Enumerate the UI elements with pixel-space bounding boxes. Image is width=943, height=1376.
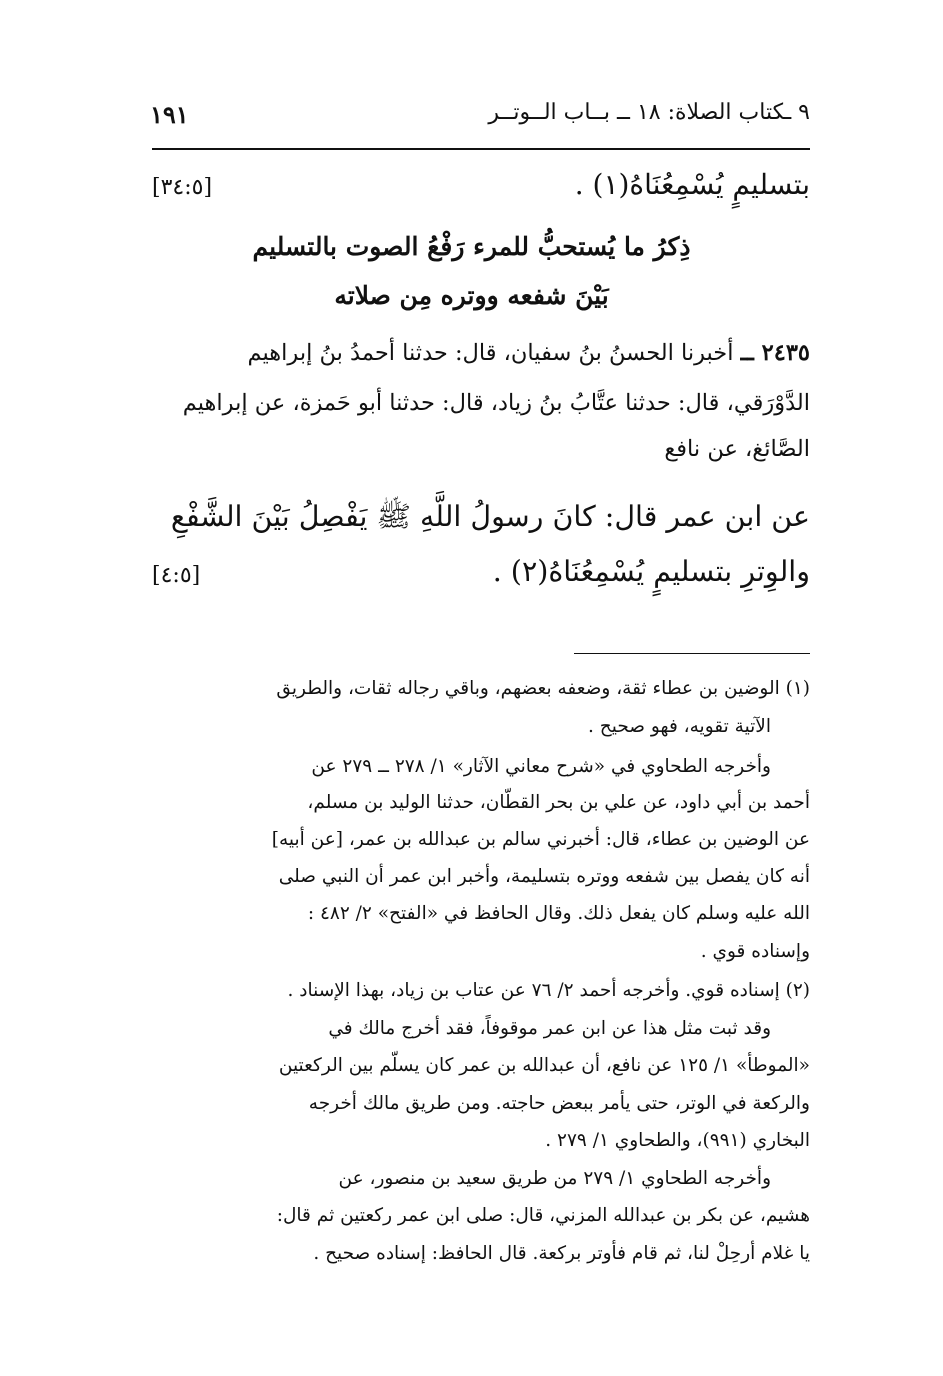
chapter-heading-line-1: ذِكرُ ما يُستحبُّ للمرء رَفْعُ الصوت بالتسليم xyxy=(252,232,691,261)
hadith-matn-line: والوِترِ بتسليمٍ يُسْمِعُنَاهُ(٢) . xyxy=(492,555,810,588)
footnote-line: وأخرجه الطحاوي في «شرح معاني الآثار» ١/ ٢٧٨ ــ ٢٧٩ عن xyxy=(311,756,771,777)
page-number: ١٩١ xyxy=(150,100,189,129)
hadith-number: ٢٤٣٥ ــ xyxy=(740,340,810,366)
continuation-text: بتسليمٍ يُسْمِعُنَاهُ(١) . xyxy=(574,168,810,201)
hadith-isnad-line xyxy=(248,340,810,366)
footnote-line: والركعة في الوتر، حتى يأمر ببعض حاجته. ومن طريق مالك أخرجه xyxy=(308,1093,810,1114)
hadith-reference: [٤:٥] xyxy=(152,563,201,588)
chapter-heading-line-2: بَيْنَ شفعه ووتره مِن صلاته xyxy=(334,281,609,310)
footnote-line: (١) الوضين بن عطاء ثقة، وضعفه بعضهم، وباقي رجاله ثقات، والطريق xyxy=(276,678,810,699)
footnote-line: هشيم، عن بكر بن عبدالله المزني، قال: صلى ابن عمر ركعتين ثم قال: xyxy=(276,1205,810,1226)
footnote-line: يا غلام أرحِلْ لنا، ثم قام فأوتر بركعة. قال الحافظ: إسناده صحيح . xyxy=(313,1243,810,1264)
isnad-text: أخبرنا الحسنُ بنُ سفيان، قال: حدثنا أحمدُ بنُ إبراهيم xyxy=(247,340,734,366)
footnote-line: (٢) إسناده قوي. وأخرجه أحمد ٢/ ٧٦ عن عتاب بن زياد، بهذا الإسناد . xyxy=(287,980,810,1001)
footnote-line: الآتية تقويه، فهو صحيح . xyxy=(588,716,771,737)
footnote-line: «الموطأ» ١/ ١٢٥ عن نافع، أن عبدالله بن عمر كان يسلّم بين الركعتين xyxy=(278,1055,810,1076)
hadith-isnad-line: الصَّائغ، عن نافع xyxy=(664,436,810,462)
running-title: ٩ ـكتاب الصلاة: ١٨ ــ بــاب الــوتــر xyxy=(488,100,810,125)
hadith-matn-line: عن ابن عمر قال: كانَ رسولُ اللَّهِ ﷺ يَفْصِلُ بَيْنَ الشَّفْعِ xyxy=(170,500,810,533)
footnote-line: وإسناده قوي . xyxy=(700,941,810,962)
footnote-line: الله عليه وسلم كان يفعل ذلك. وقال الحافظ في «الفتح» ٢/ ٤٨٢ : xyxy=(307,903,810,924)
footnote-divider xyxy=(574,653,810,654)
continuation-reference: [٣٤:٥] xyxy=(152,175,213,200)
footnote-line: عن الوضين بن عطاء، قال: أخبرني سالم بن عبدالله بن عمر، [عن أبيه] xyxy=(271,829,810,850)
page-header xyxy=(150,100,810,140)
footnote-line: أحمد بن أبي داود، عن علي بن بحر القطّان، حدثنا الوليد بن مسلم، xyxy=(307,792,810,813)
footnote-line: البخاري (٩٩١)، والطحاوي ١/ ٢٧٩ . xyxy=(545,1130,810,1151)
footnote-line: وأخرجه الطحاوي ١/ ٢٧٩ من طريق سعيد بن منصور، عن xyxy=(338,1168,771,1189)
footnote-line: وقد ثبت مثل هذا عن ابن عمر موقوفاً، فقد أخرج مالك في xyxy=(328,1018,771,1039)
header-divider xyxy=(152,148,810,150)
hadith-isnad-line: الدَّوْرَقي، قال: حدثنا عتَّابُ بنُ زياد، قال: حدثنا أبو حَمزة، عن إبراهيم xyxy=(182,390,810,416)
footnote-line: أنه كان يفصل بين شفعه ووتره بتسليمة، وأخبر ابن عمر أن النبي صلى xyxy=(278,866,810,887)
